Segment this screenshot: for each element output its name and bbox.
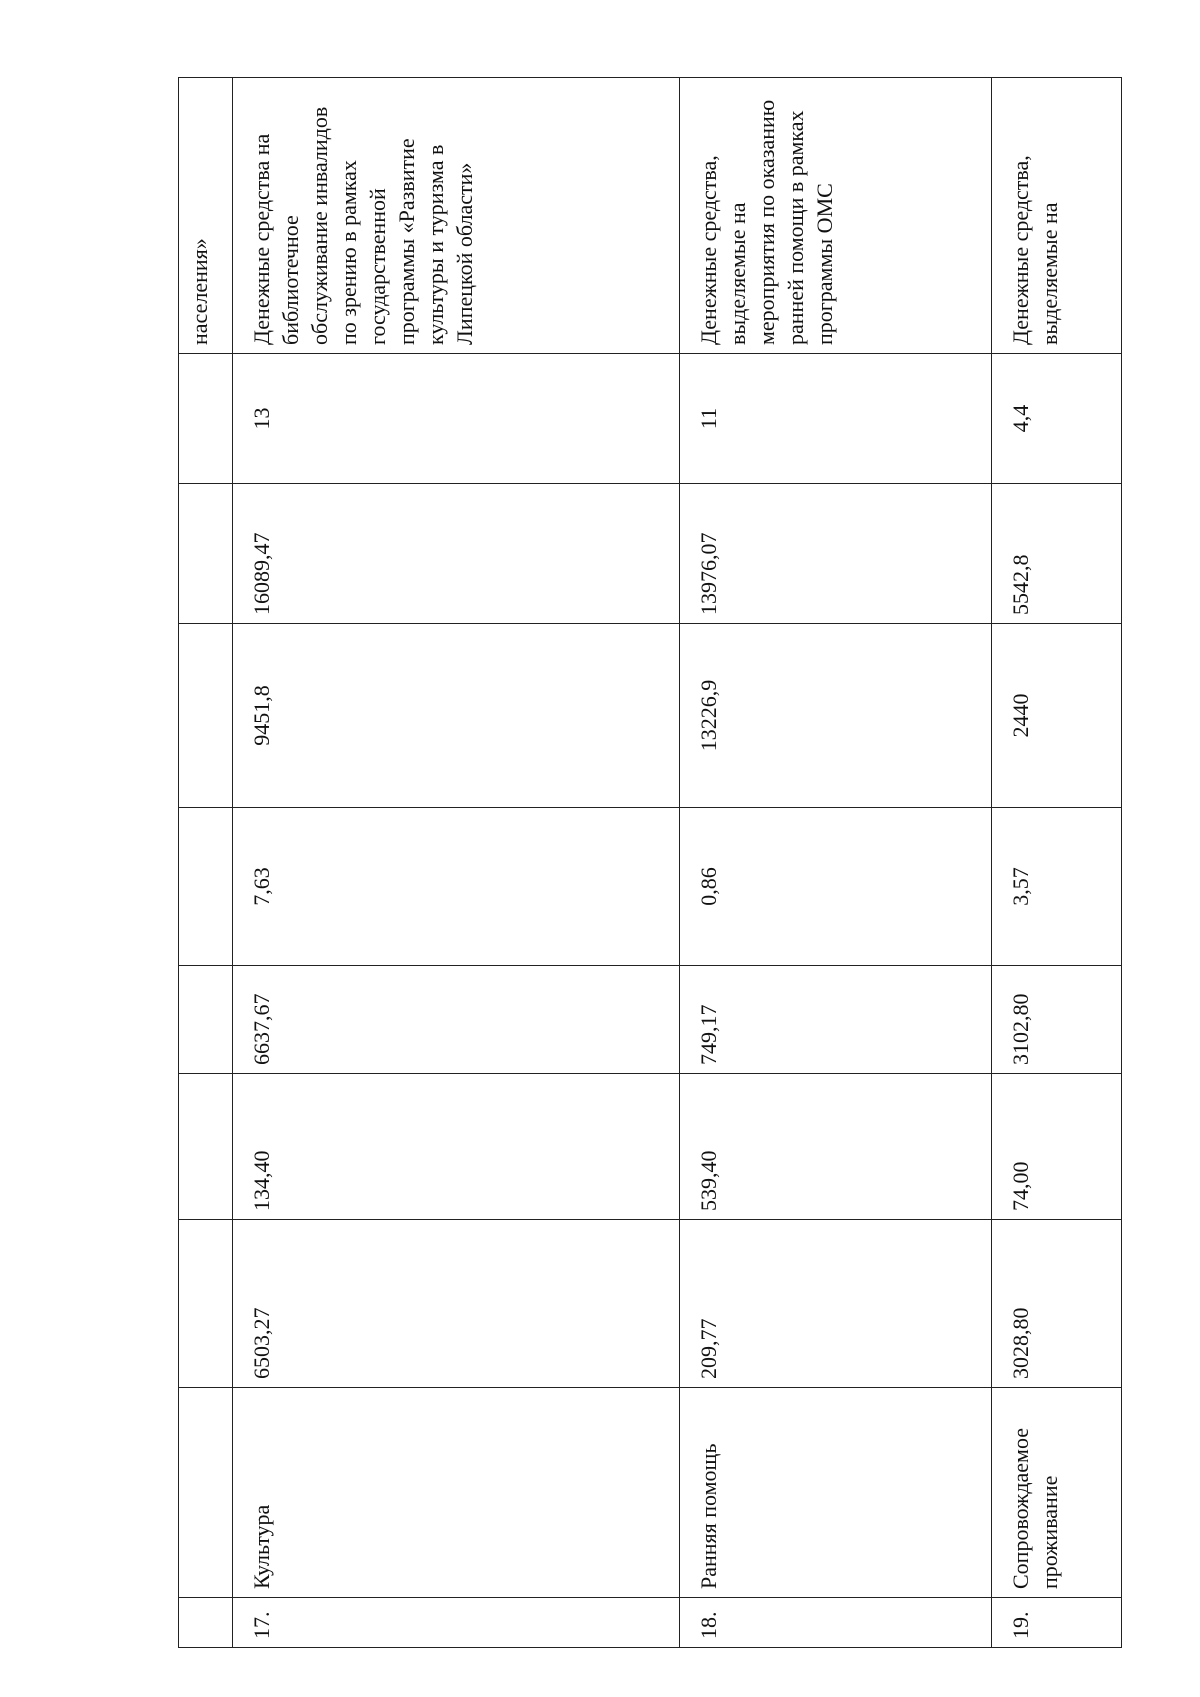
row-value-c5: 9451,8 [233, 624, 680, 808]
row-value-c5: 13226,9 [680, 624, 992, 808]
cont-cell-c2 [179, 1074, 233, 1220]
row-value-c1: 209,77 [680, 1220, 992, 1388]
row-name: Ранняя помощь [680, 1388, 992, 1598]
budget-table [178, 77, 1122, 1648]
cont-cell-c5 [179, 624, 233, 808]
cont-cell-c3 [179, 966, 233, 1074]
row-value-c6: 5542,8 [992, 484, 1122, 624]
row-value-c6: 16089,47 [233, 484, 680, 624]
row-value-c3: 3102,80 [992, 966, 1122, 1074]
cont-cell-c7 [179, 354, 233, 484]
continuation-row [179, 78, 233, 1648]
cont-cell-name [179, 1388, 233, 1598]
cont-cell-c6 [179, 484, 233, 624]
cont-cell-c1 [179, 1220, 233, 1388]
row-value-c1: 3028,80 [992, 1220, 1122, 1388]
row-value-c4: 7,63 [233, 808, 680, 966]
row-value-c2: 539,40 [680, 1074, 992, 1220]
row-value-c1: 6503,27 [233, 1220, 680, 1388]
row-name: Культура [233, 1388, 680, 1598]
cont-cell-number [179, 1598, 233, 1648]
row-name: Сопровождаемое проживание [992, 1388, 1122, 1598]
row-value-c5: 2440 [992, 624, 1122, 808]
row-description: Денежные средства, выделяемые на [992, 78, 1122, 354]
row-value-c6: 13976,07 [680, 484, 992, 624]
row-description: Денежные средства на библиотечное обслуживание инвалидов по зрению в рамках государственной программы «Развитие культуры и туризма в Липецкой области» [233, 78, 680, 354]
table-row-18 [680, 78, 992, 1648]
table-row-19 [992, 78, 1122, 1648]
row-number: 19. [992, 1598, 1122, 1648]
row-description: Денежные средства, выделяемые на мероприятия по оказанию ранней помощи в рамках программы ОМС [680, 78, 992, 354]
row-value-c7: 13 [233, 354, 680, 484]
rotated-page-frame [178, 78, 1121, 1648]
row-value-c3: 749,17 [680, 966, 992, 1074]
continuation-text: населения» [179, 78, 233, 354]
row-value-c4: 0,86 [680, 808, 992, 966]
table-row-17 [233, 78, 680, 1648]
row-value-c7: 11 [680, 354, 992, 484]
row-value-c2: 134,40 [233, 1074, 680, 1220]
row-value-c7: 4,4 [992, 354, 1122, 484]
row-value-c3: 6637,67 [233, 966, 680, 1074]
cont-cell-c4 [179, 808, 233, 966]
row-number: 18. [680, 1598, 992, 1648]
row-value-c2: 74,00 [992, 1074, 1122, 1220]
row-number: 17. [233, 1598, 680, 1648]
row-value-c4: 3,57 [992, 808, 1122, 966]
